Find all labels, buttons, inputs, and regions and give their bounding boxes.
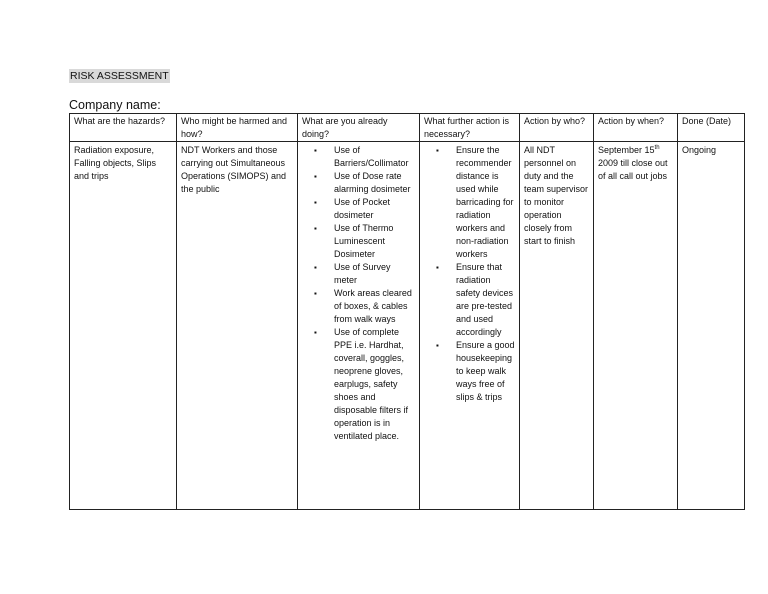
company-name-label: Company name:	[69, 98, 161, 112]
list-item	[420, 339, 515, 404]
cell-action-by-who: All NDT personnel on duty and the team supervisor to monitor operation closely from start to finish	[520, 142, 594, 510]
when-date: September 15	[598, 145, 655, 155]
header-action-by-when: Action by when?	[594, 114, 678, 142]
further-action-list	[420, 144, 515, 404]
list-item	[298, 287, 415, 326]
bullet-icon: ▪	[314, 328, 317, 337]
risk-assessment-table	[69, 113, 745, 510]
list-item	[298, 196, 415, 222]
header-who-harmed: Who might be harmed and how?	[177, 114, 298, 142]
list-item-text: Use of Dose rate alarming dosimeter	[334, 171, 411, 194]
list-item-text: Use of Survey meter	[334, 262, 391, 285]
header-hazards: What are the hazards?	[70, 114, 177, 142]
table-row	[70, 142, 745, 510]
bullet-icon: ▪	[314, 263, 317, 272]
cell-already-doing	[298, 142, 420, 510]
header-done-date: Done (Date)	[678, 114, 745, 142]
cell-further-action	[420, 142, 520, 510]
list-item	[420, 144, 515, 261]
bullet-icon: ▪	[436, 341, 439, 350]
list-item	[298, 222, 415, 261]
header-already-doing: What are you already doing?	[298, 114, 420, 142]
already-doing-list	[298, 144, 415, 443]
list-item-text: Use of Barriers/Collimator	[334, 145, 409, 168]
table-header-row	[70, 114, 745, 142]
bullet-icon: ▪	[314, 172, 317, 181]
cell-done: Ongoing	[678, 142, 745, 510]
list-item-text: Work areas cleared of boxes, & cables from walk ways	[334, 288, 412, 324]
bullet-icon: ▪	[436, 146, 439, 155]
list-item-text: Use of Pocket dosimeter	[334, 197, 391, 220]
bullet-icon: ▪	[314, 146, 317, 155]
header-action-by-who: Action by who?	[520, 114, 594, 142]
bullet-icon: ▪	[314, 198, 317, 207]
list-item-text: Use of complete PPE i.e. Hardhat, coverall, goggles, neoprene gloves, earplugs, safety shoes and disposable filters if operation is in ventilated place.	[334, 327, 409, 441]
list-item	[298, 170, 415, 196]
list-item-text: Ensure the recommender distance is used while barricading for radiation workers and non-radiation workers	[456, 145, 514, 259]
when-date-suffix: th	[654, 145, 660, 151]
list-item	[298, 144, 415, 170]
header-further-action: What further action is necessary?	[420, 114, 520, 142]
list-item-text: Ensure a good housekeeping to keep walk ways free of slips & trips	[456, 340, 515, 402]
document-title: RISK ASSESSMENT	[70, 70, 169, 82]
cell-who-harmed: NDT Workers and those carrying out Simultaneous Operations (SIMOPS) and the public	[177, 142, 298, 510]
bullet-icon: ▪	[314, 289, 317, 298]
list-item	[420, 261, 515, 339]
bullet-icon: ▪	[314, 224, 317, 233]
list-item	[298, 261, 415, 287]
when-detail: 2009 till close out of all call out jobs	[598, 158, 668, 181]
list-item-text: Ensure that radiation safety devices are pre-tested and used accordingly	[456, 262, 514, 337]
cell-action-by-when	[594, 142, 678, 510]
list-item	[298, 326, 415, 443]
list-item-text: Use of Thermo Luminescent Dosimeter	[334, 223, 394, 259]
cell-hazards: Radiation exposure, Falling objects, Slips and trips	[70, 142, 177, 510]
bullet-icon: ▪	[436, 263, 439, 272]
